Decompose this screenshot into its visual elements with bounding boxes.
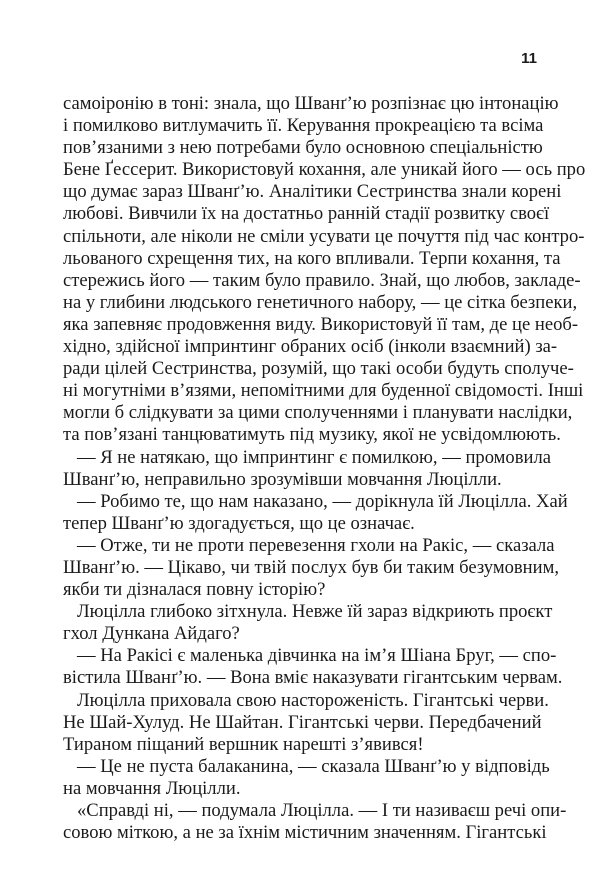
page-number: 11 [521, 50, 537, 67]
text-line: ні могутніми в’язями, непомітними для буденної свідомості. Інші [63, 380, 584, 402]
text-line: ради цілей Сестринства, розумій, що такі особи будуть сполуче- [63, 358, 574, 380]
text-line: та пов’язані танцюватимуть під музику, якої не усвідомлюють. [63, 424, 561, 446]
text-line: — Це не пуста балаканина, — сказала Шванґ’ю у відповідь [77, 755, 550, 777]
text-line: — На Ракісі є маленька дівчинка на ім’я Шіана Бруг, — спо- [77, 645, 557, 667]
text-line: пов’язаними з нею потребами було основною спеціальністю [63, 137, 543, 159]
text-line: Люцілла глибоко зітхнула. Невже їй зараз відкриють проєкт [77, 601, 553, 623]
text-line: любові. Вивчили їх на достатньо ранній стадії розвитку своєї [63, 203, 550, 225]
text-line: — Робимо те, що нам наказано, — дорікнула їй Люцілла. Хай [77, 490, 568, 512]
text-line: хідно, здійсної імпринтинг обраних осіб (інколи взаємний) за- [63, 336, 558, 358]
text-line: — Я не натякаю, що імпринтинг є помилкою, — промовила [77, 446, 551, 468]
text-line: і помилково витлумачить її. Керування прокреацією та всіма [63, 115, 544, 137]
text-line: вістила Шванґ’ю. — Вона вміє наказувати гігантським червам. [63, 667, 563, 689]
text-line: — Отже, ти не проти перевезення гхоли на Ракіс, — сказала [77, 534, 555, 556]
text-line: совою міткою, а не за їхнім містичним значенням. Гігантські [63, 822, 547, 844]
text-line: самоіронію в тоні: знала, що Шванґ’ю розпізнає цю інтонацію [63, 93, 559, 114]
text-line: Не Шай-Хулуд. Не Шайтан. Гігантські черви. Передбачений [63, 711, 542, 733]
text-line: на у глибини людського генетичного набору, — це сітка безпеки, [63, 291, 578, 313]
body-text [63, 93, 586, 844]
text-line: «Справді ні, — подумала Люцілла. — І ти називаєш речі опи- [77, 800, 567, 821]
text-line: Шванґ’ю, неправильно зрозумівши мовчання Люцілли. [63, 468, 502, 490]
text-line: льованого схрещення тих, на кого впливали. Терпи кохання, та [63, 247, 561, 269]
text-line: Шванґ’ю. — Цікаво, чи твій послух був би таким безумовним, [63, 556, 559, 578]
text-line: спільноти, але ніколи не сміли усувати це почуття під час контро- [63, 225, 585, 247]
text-line: Бене Ґессерит. Використовуй кохання, але уникай його — ось про [63, 159, 586, 181]
text-line: якби ти дізналася повну історію? [63, 579, 326, 601]
text-line: могли б слідкувати за цими сполученнями і планувати наслідки, [63, 402, 573, 424]
text-line: на мовчання Люцілли. [63, 777, 241, 799]
text-line: гхол Дункана Айдаго? [63, 623, 240, 645]
text-line: що думає зараз Шванґ’ю. Аналітики Сестринства знали корені [63, 181, 562, 203]
text-line: Тираном піщаний вершник нарешті з’явився! [63, 733, 424, 755]
text-line: Люцілла приховала свою настороженість. Гігантські черви. [77, 689, 549, 711]
text-line: стережись його — таким було правило. Знай, що любов, закладе- [63, 269, 581, 291]
text-line: яка запевняє продовження виду. Використовуй її там, де це необ- [63, 313, 579, 335]
text-line: тепер Шванґ’ю здогадується, що це означає. [63, 512, 415, 534]
